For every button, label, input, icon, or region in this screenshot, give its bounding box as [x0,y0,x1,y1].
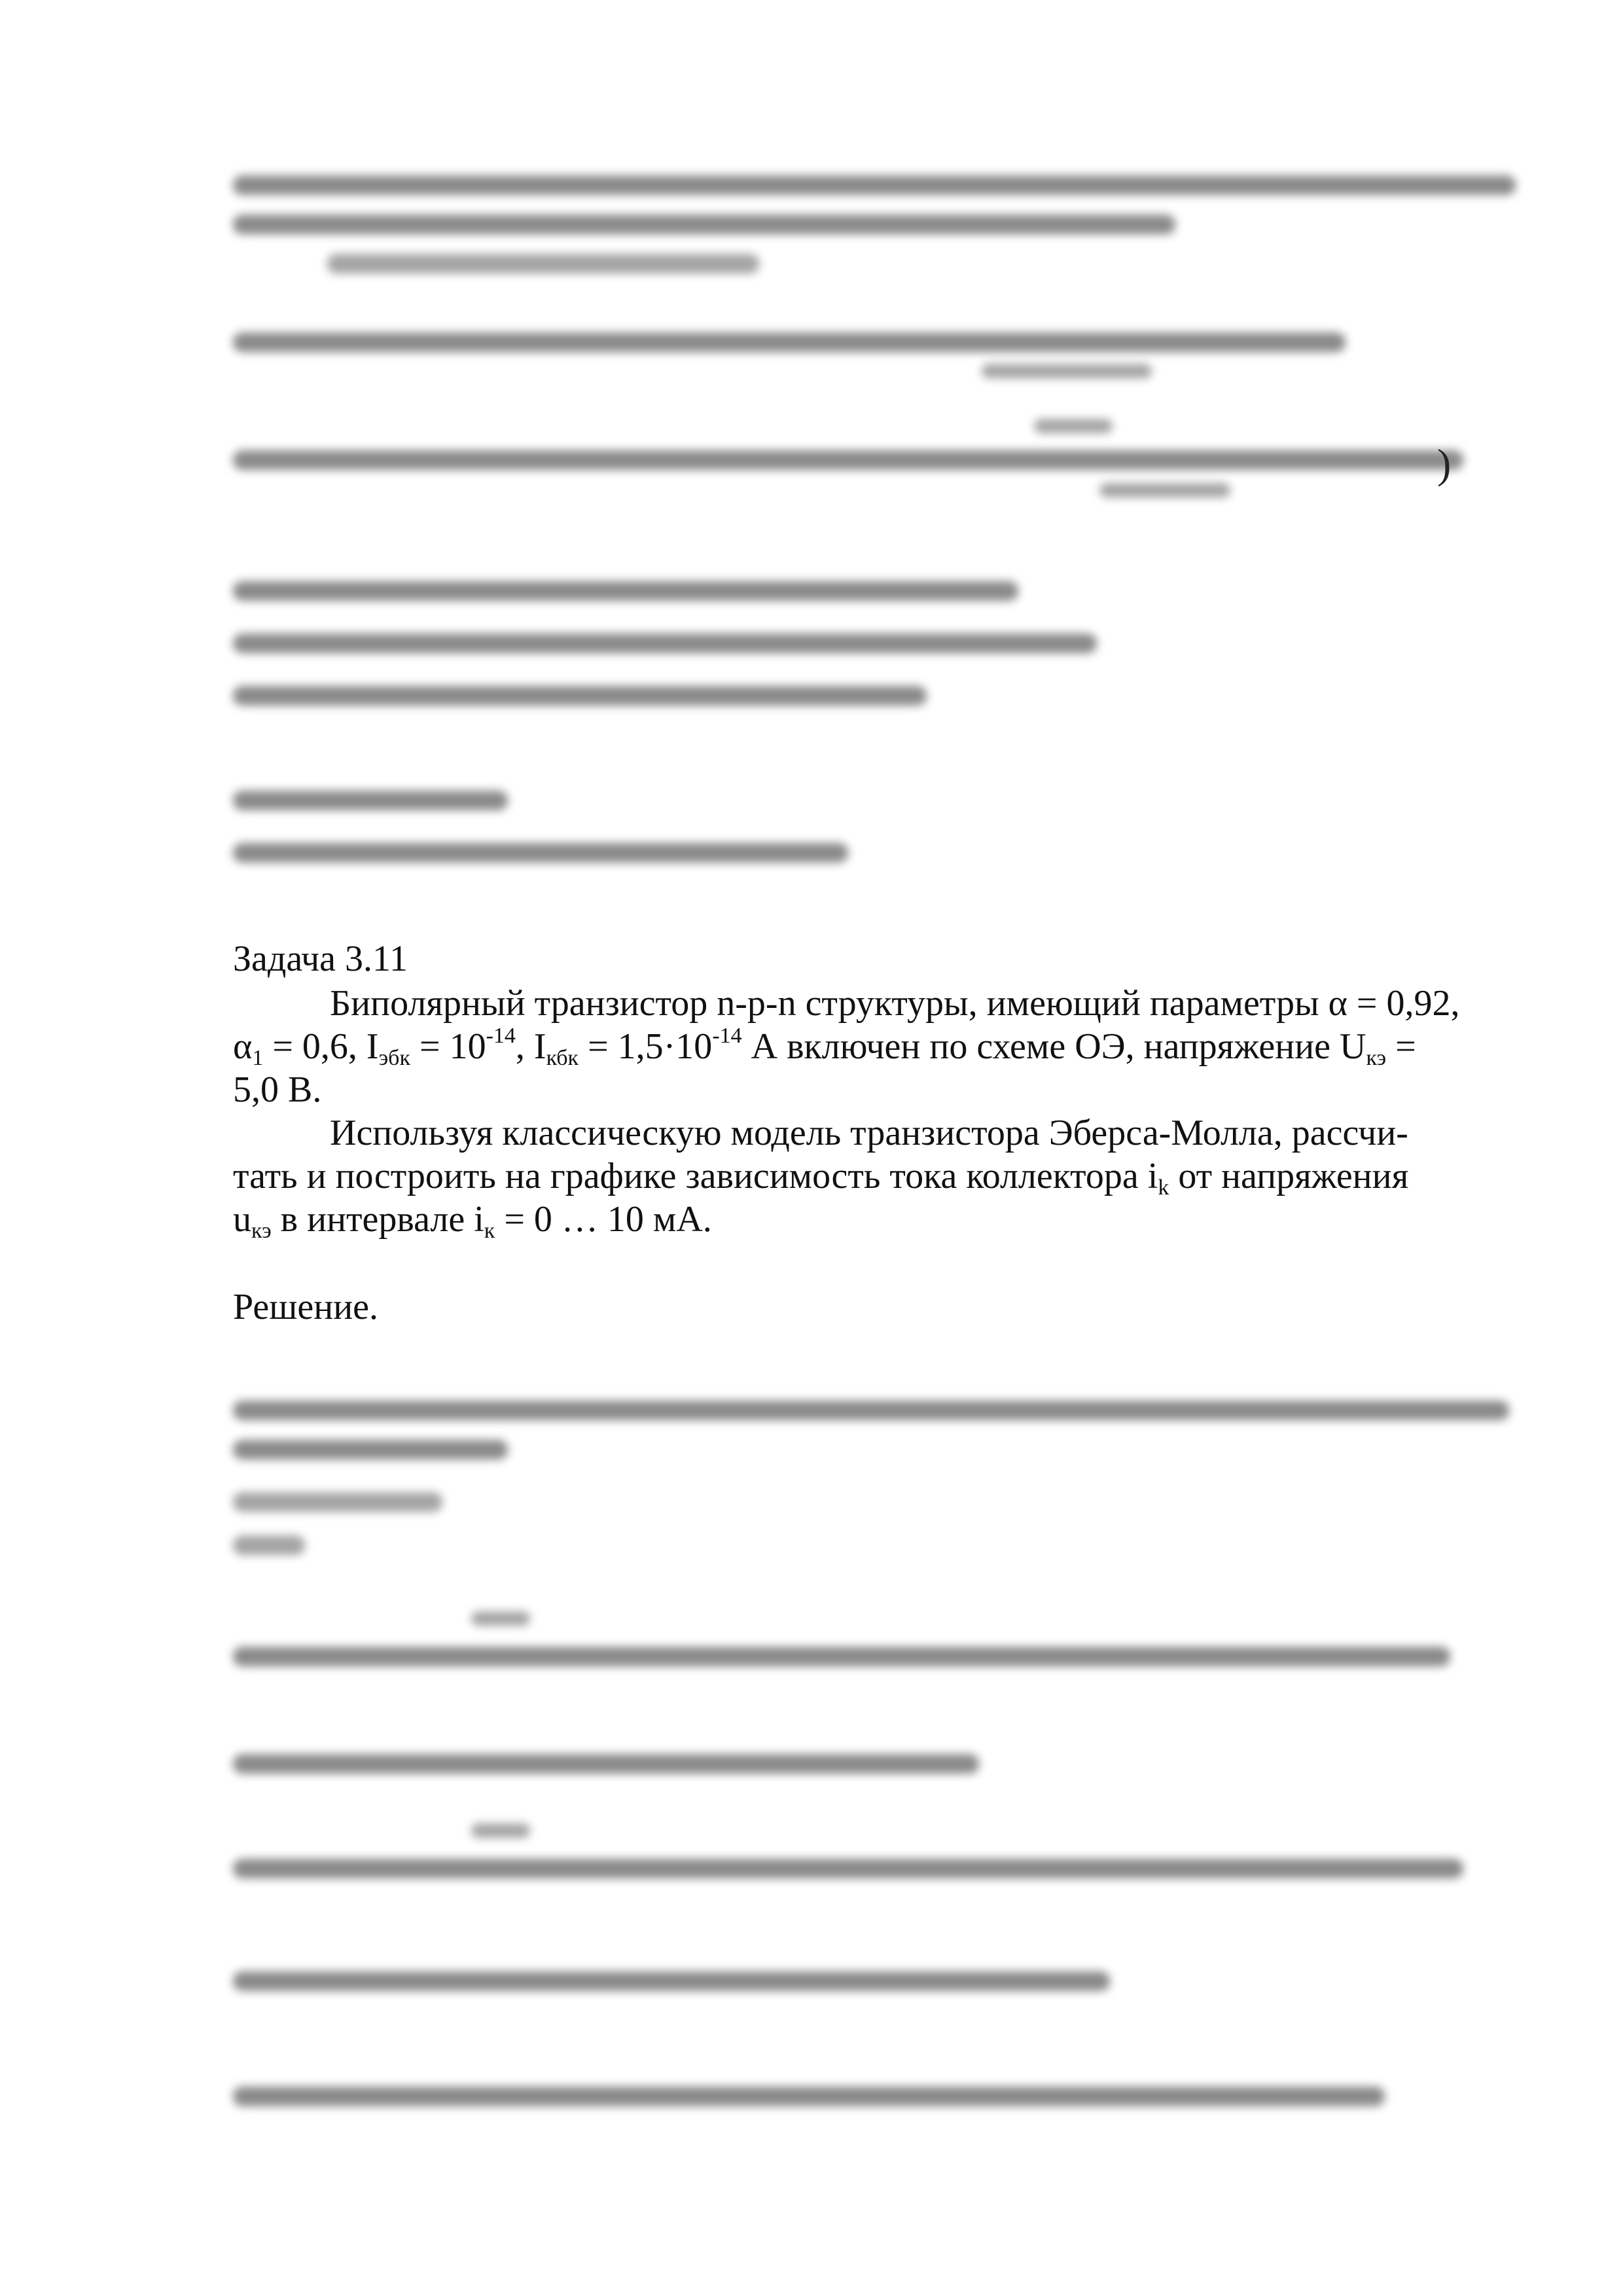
task-line-3: 5,0 В. [233,1069,322,1110]
task-line-4: Используя классическую модель транзистора Эберса-Молла, рассчи- [330,1113,1408,1153]
bracket-glyph: ) [1437,440,1452,487]
task-title: Задача 3.11 [233,939,408,979]
solution-label: Решение. [233,1287,379,1327]
blurred-text-bottom [0,1361,1623,2199]
task-line-6: $u_{кэ}$ в интервале $i_к = 0$ … 10 мА. [233,1199,712,1243]
task-line-2: $\alpha_1 = 0,6$, $I_{эбк} = 10^{-14}$, $I_{кбк} = 1,5\cdot 10^{-14}$ А включен по схеме ОЭ, напряжение $U_{кэ}$ = [233,1024,1416,1070]
task-line-1: Биполярный транзистор n-p-n структуры, имеющий параметры α = 0,92, [330,983,1460,1024]
task-line-5: тать и построить на графике зависимость тока коллектора $i_k$ от напряжения [233,1156,1409,1200]
